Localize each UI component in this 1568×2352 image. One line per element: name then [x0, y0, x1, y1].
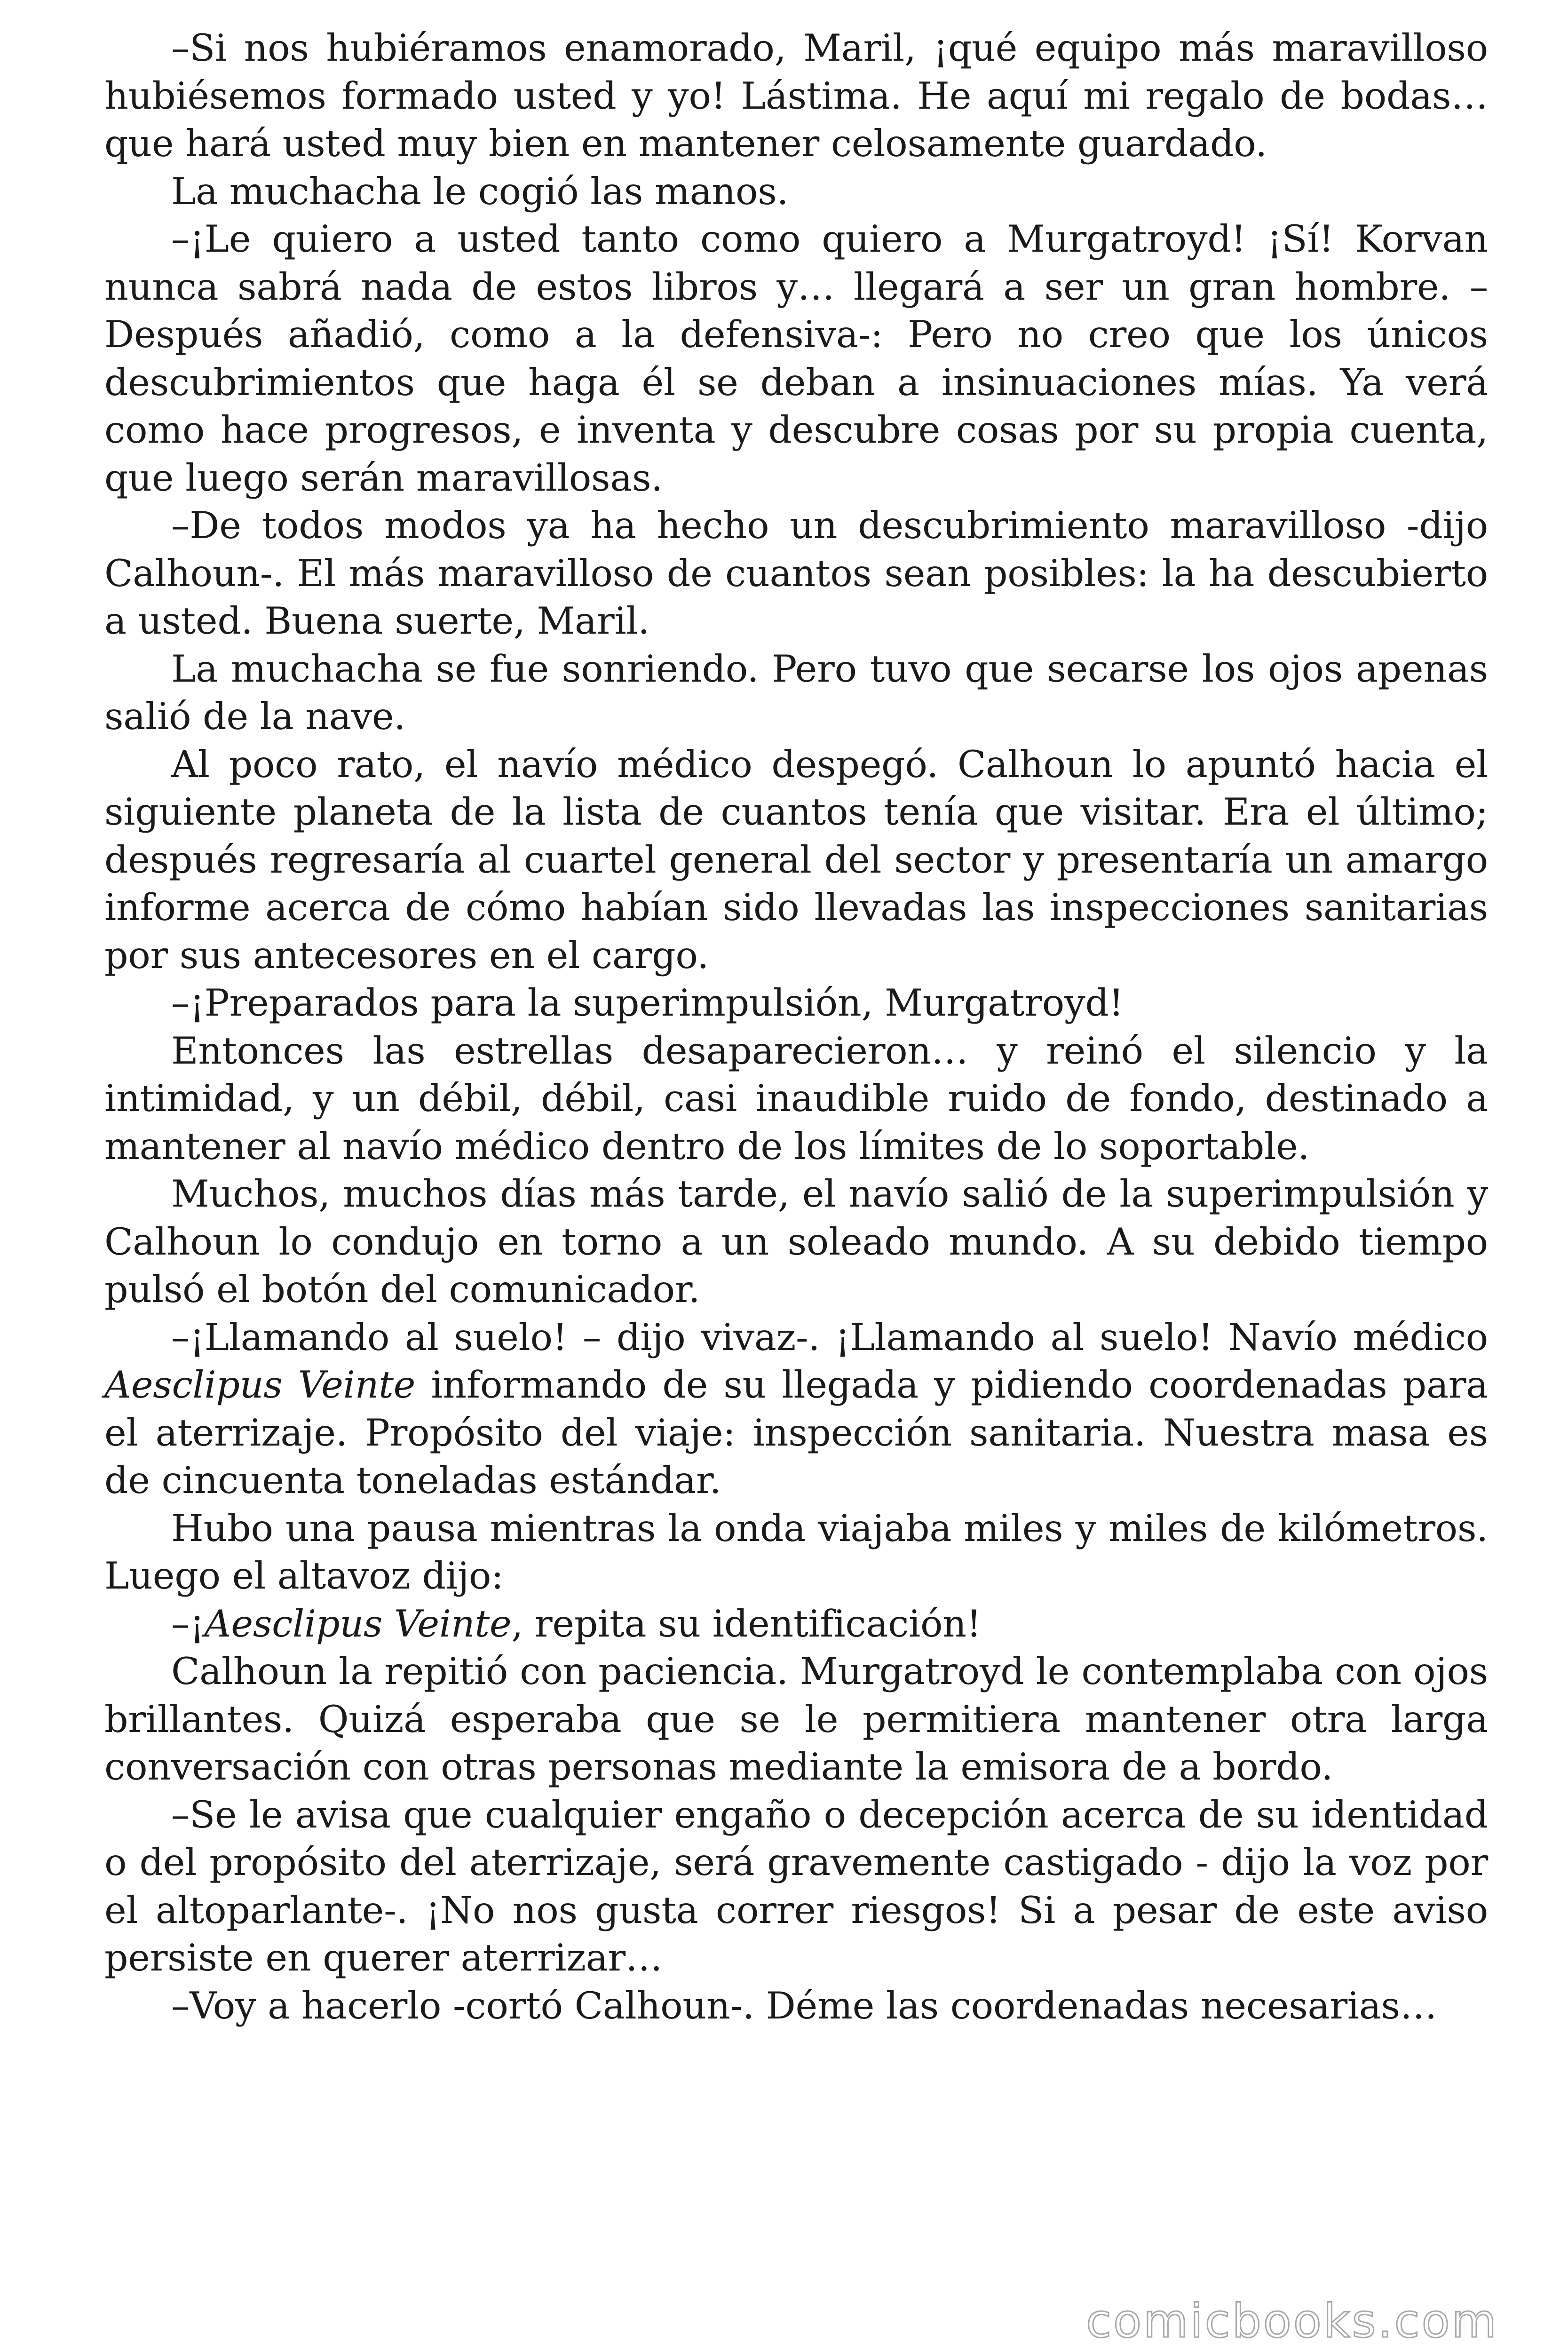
paragraph — [104, 979, 1488, 1027]
paragraph — [104, 1027, 1488, 1171]
paragraph — [104, 502, 1488, 645]
text-run: –¡ — [171, 1602, 205, 1645]
text-run: –Si nos hubiéramos enamorado, Maril, ¡qué equipo más maravilloso hubiésemos formado usted y yo! Lástima. He aquí mi regalo de bodas… que hará usted muy bien en mantener celosamente guardado. — [104, 26, 1488, 165]
text-run: Entonces las estrellas desaparecieron… y reinó el silencio y la intimidad, y un débil, débil, casi inaudible ruido de fondo, destinado a mantener al navío médico dentro de los límites de lo soportable. — [104, 1029, 1488, 1168]
paragraph — [104, 24, 1488, 168]
paragraph — [104, 215, 1488, 502]
text-run: , repita su identificación! — [511, 1602, 982, 1645]
paragraph — [104, 168, 1488, 216]
text-run: –¡Llamando al suelo! – dijo vivaz-. ¡Llamando al suelo! Navío médico — [171, 1315, 1488, 1359]
text-run: –Se le avisa que cualquier engaño o decepción acerca de su identidad o del propósito del aterrizaje, será gravemente castigado - dijo la voz por el altoparlante-. ¡No nos gusta correr riesgos! Si a pesar de este aviso persiste en querer aterrizar… — [104, 1793, 1488, 1979]
watermark-logo: comicbooks.com — [1086, 2295, 1498, 2348]
paragraph — [104, 1791, 1488, 1982]
text-run: La muchacha le cogió las manos. — [171, 169, 789, 213]
paragraph — [104, 1170, 1488, 1314]
text-run: Hubo una pausa mientras la onda viajaba miles y miles de kilómetros. Luego el altavoz dijo: — [104, 1506, 1488, 1597]
paragraph — [104, 741, 1488, 980]
paragraph — [104, 1600, 1488, 1648]
text-run: Calhoun la repitió con paciencia. Murgatroyd le contemplaba con ojos brillantes. Quizá esperaba que se le permitiera mantener otra larga conversación con otras personas mediante la emisora de a bordo. — [104, 1650, 1488, 1788]
text-run: Muchos, muchos días más tarde, el navío salió de la superimpulsión y Calhoun lo condujo en torno a un soleado mundo. A su debido tiempo pulsó el botón del comunicador. — [104, 1172, 1488, 1311]
paragraph — [104, 1314, 1488, 1505]
text-run: –¡Preparados para la superimpulsión, Murgatroyd! — [171, 981, 1124, 1025]
italic-text: Aesclipus Veinte — [104, 1363, 416, 1406]
paragraph — [104, 1505, 1488, 1600]
text-run: Al poco rato, el navío médico despegó. Calhoun lo apuntó hacia el siguiente planeta de la lista de cuantos tenía que visitar. Era el último; después regresaría al cuartel general del sector y presentaría un amargo informe acerca de cómo habían sido llevadas las inspecciones sanitarias por sus antecesores en el cargo. — [104, 742, 1488, 977]
text-run: informando de su llegada y pidiendo coordenadas para el aterrizaje. Propósito del viaje: inspección sanitaria. Nuestra masa es de cincuenta toneladas estándar. — [104, 1363, 1489, 1502]
paragraph — [104, 1982, 1488, 2030]
text-run: La muchacha se fue sonriendo. Pero tuvo que secarse los ojos apenas salió de la nave. — [104, 647, 1488, 738]
text-run: –De todos modos ya ha hecho un descubrimiento maravilloso -dijo Calhoun-. El más maravilloso de cuantos sean posibles: la ha descubierto a usted. Buena suerte, Maril. — [104, 504, 1488, 643]
paragraph — [104, 645, 1488, 741]
text-run: –Voy a hacerlo -cortó Calhoun-. Déme las coordenadas necesarias… — [171, 1984, 1437, 2027]
page-text — [104, 24, 1488, 2030]
paragraph — [104, 1648, 1488, 1791]
italic-text: Aesclipus Veinte — [204, 1602, 512, 1645]
text-run: –¡Le quiero a usted tanto como quiero a Murgatroyd! ¡Sí! Korvan nunca sabrá nada de estos libros y… llegará a ser un gran hombre. – Después añadió, como a la defensiva-: Pero no creo que los únicos descubrimientos que haga él se deban a insinuaciones mías. Ya verá como hace progresos, e inventa y descubre cosas por su propia cuenta, que luego serán maravillosas. — [104, 217, 1488, 500]
